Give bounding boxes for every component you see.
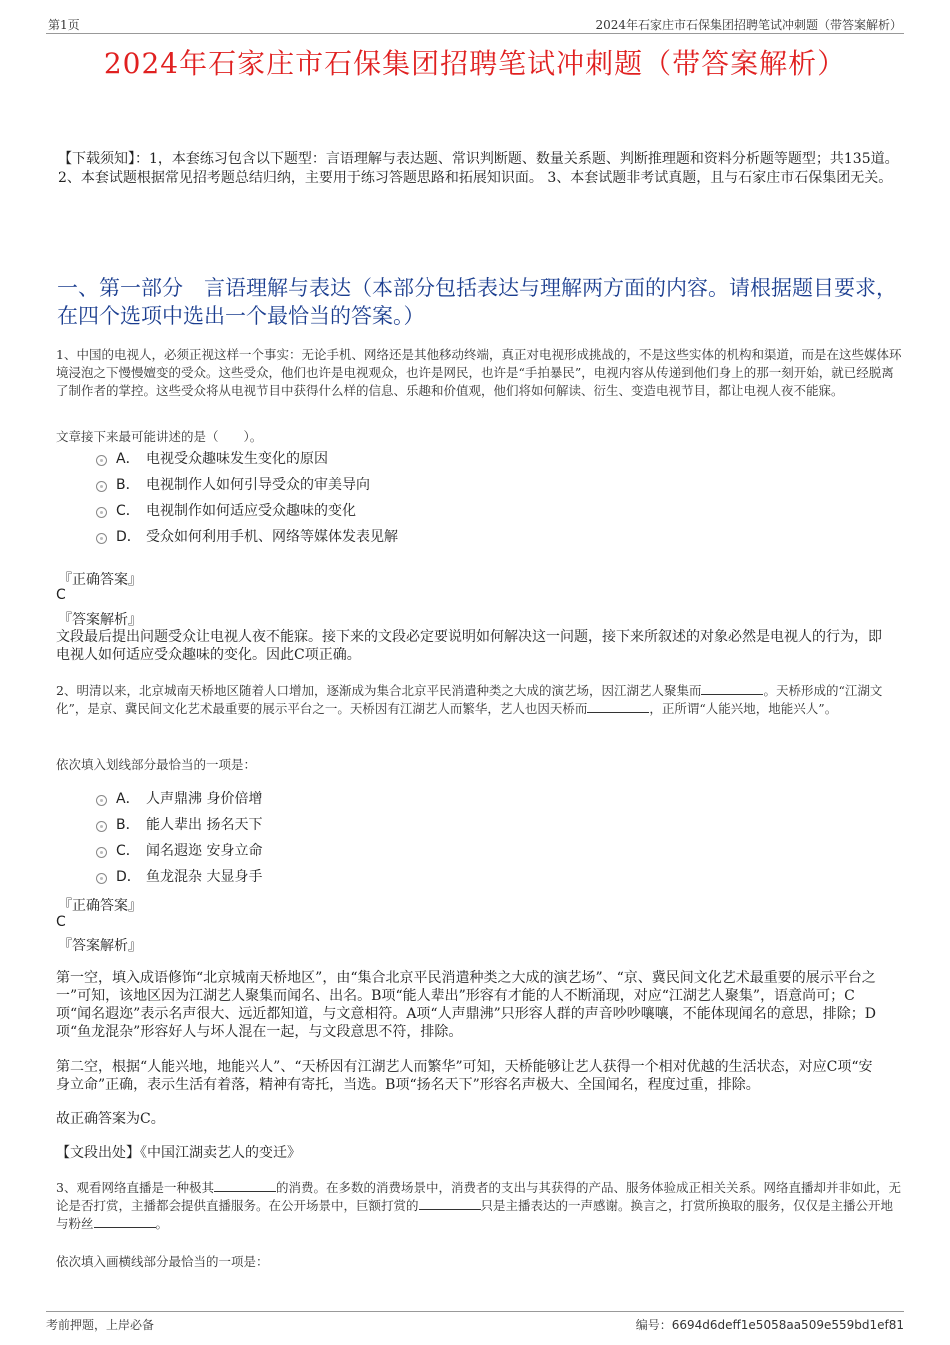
question-2-options	[96, 789, 262, 893]
footer-slogan: 考前押题，上岸必备	[46, 1318, 155, 1332]
question-3-prompt: 依次填入画横线部分最恰当的一项是：	[56, 1254, 269, 1269]
q1-correct-label: 『正确答案』	[58, 572, 142, 588]
footer-code: 编号：6694d6deff1e5058aa509e559bd1ef81	[635, 1318, 904, 1332]
radio-icon[interactable]	[96, 455, 107, 466]
q1-option-a[interactable]: A． 电视受众趣味发生变化的原因	[96, 449, 398, 475]
question-3-stem: 3、观看网络直播是一种极其 的消费。在多数的消费场景中，消费者的支出与其获得的产品、服务体验成正相关关系。网络直播却并非如此，无论是否打赏，主播都会提供直播服务。在公开场景中，巨额打赏的 只是主播表达的一声感谢。换言之，打赏所换取的服务，仅仅是主播公开地与粉丝 。	[56, 1180, 901, 1231]
q2-analysis-label: 『答案解析』	[58, 938, 142, 954]
q2-answer: C	[56, 914, 66, 930]
question-2-stem: 2、明清以来，北京城南天桥地区随着人口增加，逐渐成为集合北京平民消遣种类之大成的演艺场，因江湖艺人聚集而 。天桥形成的“江湖文化”，是京、冀民间文化艺术最重要的展示平台之一。天桥因有江湖艺人而繁华，艺人也因天桥而 ，正所谓“人能兴地，地能兴人”。	[56, 683, 883, 716]
document-title: 2024年石家庄市石保集团招聘笔试冲刺题（带答案解析）	[103, 47, 847, 80]
fill-blank	[701, 683, 763, 695]
page-number: 第1页	[48, 18, 80, 32]
q2-analysis-p1: 第一空，填入成语修饰“北京城南天桥地区”，由“集合北京平民消遣种类之大成的演艺场”、“京、冀民间文化艺术最重要的展示平台之一”可知，该地区因为江湖艺人聚集而闻名、出名。B项“能人辈出”形容有才能的人不断涌现，对应“江湖艺人聚集”，语意尚可；C项“闻名遐迩”表示名声很大、远近都知道，与文意相符。A项“人声鼎沸”只形容人群的声音吵吵嚷嚷，不能体现闻名的意思，排除；D项“鱼龙混杂”形容好人与坏人混在一起，与文段意思不符，排除。	[56, 970, 876, 1040]
radio-icon[interactable]	[96, 873, 107, 884]
q2-correct-label: 『正确答案』	[58, 898, 142, 914]
q2-analysis-p2: 第二空，根据“人能兴地，地能兴人”、“天桥因有江湖艺人而繁华”可知，天桥能够让艺人获得一个相对优越的生活状态，对应C项“安身立命”正确，表示生活有着落，精神有寄托，当选。B项“扬名天下”形容名声极大、全国闻名，程度过重，排除。	[56, 1059, 873, 1093]
q2-option-c[interactable]: C． 闻名遐迩 安身立命	[96, 841, 262, 867]
radio-icon[interactable]	[96, 795, 107, 806]
q2-option-d[interactable]: D． 鱼龙混杂 大显身手	[96, 867, 262, 893]
radio-icon[interactable]	[96, 507, 107, 518]
header-doc-title: 2024年石家庄市石保集团招聘笔试冲刺题（带答案解析）	[595, 18, 902, 32]
radio-icon[interactable]	[96, 481, 107, 492]
fill-blank	[94, 1216, 156, 1228]
question-2-prompt: 依次填入划线部分最恰当的一项是：	[56, 757, 257, 772]
q1-analysis: 文段最后提出问题受众让电视人夜不能寐。接下来的文段必定要说明如何解决这一问题，接下来所叙述的对象必然是电视人的行为，即电视人如何适应受众趣味的变化。因此C项正确。	[56, 629, 882, 663]
download-notice: 【下载须知】：1，本套练习包含以下题型：言语理解与表达题、常识判断题、数量关系题、判断推理题和资料分析题等题型；共135道。 2、本套试题根据常见招考题总结归纳，主要用于练习答题思路和拓展知识面。 3、本套试题非考试真题，且与石家庄市石保集团无关。	[58, 151, 899, 186]
q1-option-b[interactable]: B． 电视制作人如何引导受众的审美导向	[96, 475, 398, 501]
section-title: 一、第一部分 言语理解与表达（本部分包括表达与理解两方面的内容。请根据题目要求，在四个选项中选出一个最恰当的答案。）	[57, 276, 897, 328]
question-1-stem: 1、中国的电视人，必须正视这样一个事实：无论手机、网络还是其他移动终端，真正对电视形成挑战的，不是这些实体的机构和渠道，而是在这些媒体环境浸泡之下慢慢嬗变的受众。这些受众，他们也许是电视观众，也许是网民，也许是“手拍暴民”，电视内容从传递到他们身上的那一刻开始，就已经脱离了制作者的掌控。这些受众将从电视节目中获得什么样的信息、乐趣和价值观，他们将如何解读、衍生、变造电视节目，都让电视人夜不能寐。	[56, 347, 902, 398]
radio-icon[interactable]	[96, 821, 107, 832]
fill-blank	[214, 1180, 276, 1192]
page-footer	[46, 1311, 904, 1332]
q1-answer: C	[56, 587, 66, 603]
fill-blank	[587, 701, 649, 713]
radio-icon[interactable]	[96, 847, 107, 858]
q1-option-c[interactable]: C． 电视制作如何适应受众趣味的变化	[96, 501, 398, 527]
q2-source: 【文段出处】《中国江湖卖艺人的变迁》	[56, 1145, 301, 1161]
q2-option-a[interactable]: A． 人声鼎沸 身价倍增	[96, 789, 262, 815]
question-1-options	[96, 449, 398, 553]
q2-analysis-p3: 故正确答案为C。	[56, 1111, 165, 1127]
q2-option-b[interactable]: B． 能人辈出 扬名天下	[96, 815, 262, 841]
q1-option-d[interactable]: D． 受众如何利用手机、网络等媒体发表见解	[96, 527, 398, 553]
radio-icon[interactable]	[96, 533, 107, 544]
q1-analysis-label: 『答案解析』	[58, 612, 142, 628]
fill-blank	[419, 1198, 481, 1210]
question-1-prompt: 文章接下来最可能讲述的是（ ）。	[56, 429, 263, 444]
page-header	[46, 13, 904, 34]
